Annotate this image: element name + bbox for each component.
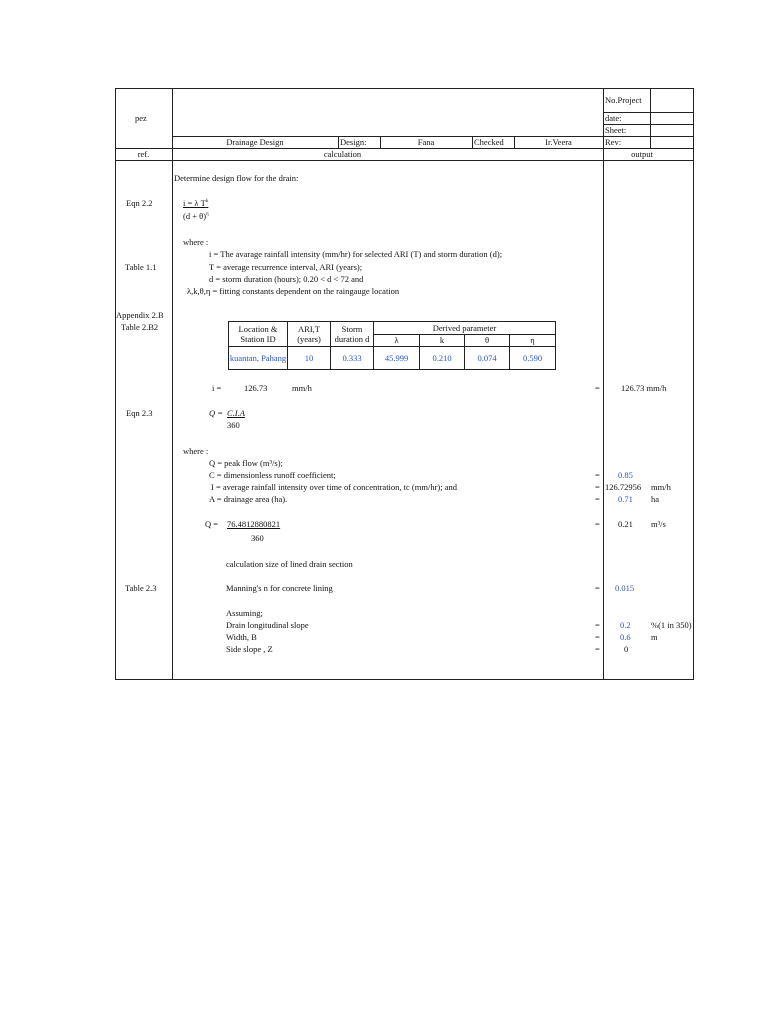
sheet-title: Drainage Design	[226, 137, 284, 147]
output-column-divider	[603, 88, 604, 680]
columns-row-line	[115, 160, 694, 161]
drain-section-title: calculation size of lined drain section	[226, 559, 353, 569]
checked-label: Checked	[474, 137, 504, 147]
side-slope-output-value: 0	[624, 644, 629, 654]
theta-cell: 0.074	[465, 347, 510, 370]
where-t-definition: T = average recurrence interval, ARI (years);	[209, 262, 363, 272]
lambda-cell: 45.999	[374, 347, 420, 370]
assuming-label: Assuming;	[226, 608, 263, 618]
q-output-unit: m³/s	[651, 519, 666, 529]
ref-column-header: ref.	[137, 149, 150, 159]
where-label-2: where :	[183, 446, 209, 456]
header-value-divider	[650, 88, 651, 148]
slope-label: Drain longitudinal slope	[226, 620, 309, 630]
no-project-label: No.Project	[605, 95, 642, 105]
rational-formula-denominator: 360	[227, 420, 240, 430]
design-label: Design:	[340, 137, 367, 147]
designer-name: Fana	[417, 137, 435, 147]
checker-name: Ir.Veera	[545, 137, 572, 147]
location-header: Location & Station ID	[229, 322, 288, 347]
k-cell: 0.210	[420, 347, 465, 370]
c-output-value: 0.85	[618, 470, 633, 480]
rev-label: Rev:	[605, 137, 622, 147]
a-output-value: 0.71	[618, 494, 633, 504]
ref-appendix-2b: Appendix 2.B	[116, 310, 164, 320]
where-constants-definition: λ,k,θ,η = fitting constants dependent on the raingauge location	[187, 286, 400, 296]
manning-output-value: 0.015	[615, 583, 635, 593]
where-q-definition: Q = peak flow (m³/s);	[209, 458, 283, 468]
i-tc-output-value: 126.72956	[605, 482, 642, 492]
calculation-column-header: calculation	[323, 149, 362, 159]
ari-header: ARI,T (years)	[288, 322, 331, 347]
ref-eqn-2-3: Eqn 2.3	[126, 408, 153, 418]
q-calc-lhs: Q =	[205, 519, 219, 529]
i-result-label: i =	[212, 383, 222, 393]
denominator-exponent: η	[206, 212, 209, 217]
i-result-unit: mm/h	[292, 383, 312, 393]
lambda-header: λ	[374, 334, 420, 347]
numerator-exponent: k	[205, 199, 209, 204]
title-divider-1	[338, 136, 339, 148]
sheet-label: Sheet:	[605, 125, 627, 135]
slope-equals: =	[595, 620, 600, 630]
side-slope-label: Side slope , Z	[226, 644, 273, 654]
intro-text: Determine design flow for the drain:	[174, 173, 299, 183]
where-i-tc-definition: I = average rainfall intensity over time of concentration, tc (mm/hr); and	[211, 482, 458, 492]
ref-column-divider	[172, 88, 173, 680]
rainfall-intensity-denominator	[183, 211, 209, 221]
where-c-definition: C = dimensionless runoff coefficient;	[209, 470, 336, 480]
i-tc-output-unit: mm/h	[651, 482, 671, 492]
rational-formula-numerator: C.I.A	[227, 408, 245, 418]
where-label-1: where :	[183, 237, 209, 247]
title-divider-3	[472, 136, 473, 148]
i-result-value: 126.73	[244, 383, 268, 393]
q-calc-denominator: 360	[251, 533, 264, 543]
slope-output-value: 0.2	[620, 620, 631, 630]
slope-output-unit: %(1 in 350)	[651, 620, 692, 630]
width-output-value: 0.6	[620, 632, 631, 642]
storm-duration-header: Storm duration d	[331, 322, 374, 347]
ref-table-1-1: Table 1.1	[125, 262, 157, 272]
ref-table-2b2: Table 2.B2	[121, 322, 159, 332]
eta-header: η	[510, 334, 556, 347]
company-logo-text: pez	[135, 113, 147, 123]
storm-duration-cell: 0.333	[331, 347, 374, 370]
eta-cell: 0.590	[510, 347, 556, 370]
where-i-definition: i = The avarage rainfall intensity (mm/hr) for selected ARI (T) and storm duration (d);	[209, 249, 503, 259]
ari-cell: 10	[288, 347, 331, 370]
a-output-unit: ha	[651, 494, 660, 504]
k-header: k	[420, 334, 465, 347]
q-calc-numerator: 76.4812880821	[227, 519, 281, 529]
i-tc-equals: =	[595, 482, 600, 492]
denominator-text: (d + θ)	[183, 211, 207, 221]
where-a-definition: A = drainage area (ha).	[209, 494, 288, 504]
q-output-value: 0.21	[618, 519, 633, 529]
i-output-value: 126.73 mm/h	[621, 383, 667, 393]
output-column-header: output	[631, 149, 653, 159]
width-equals: =	[595, 632, 600, 642]
where-d-definition: d = storm duration (hours); 0.20 < d < 72 and	[209, 274, 364, 284]
c-equals: =	[595, 470, 600, 480]
manning-label: Manning's n for concrete lining	[226, 583, 333, 593]
i-result-equals: =	[595, 383, 600, 393]
manning-equals: =	[595, 583, 600, 593]
width-output-unit: m	[651, 632, 658, 642]
derived-parameter-header: Derived parameter	[374, 322, 556, 335]
a-equals: =	[595, 494, 600, 504]
station-cell: kuantan, Pahang	[229, 347, 288, 370]
numerator-text: i = λ T	[183, 198, 206, 208]
rainfall-intensity-numerator	[183, 198, 208, 208]
ref-eqn-2-2: Eqn 2.2	[126, 198, 153, 208]
side-slope-equals: =	[595, 644, 600, 654]
q-equals: =	[595, 519, 600, 529]
date-label: date:	[605, 113, 622, 123]
rational-formula-lhs: Q =	[209, 408, 223, 418]
width-label: Width, B	[226, 632, 257, 642]
ref-table-2-3: Table 2.3	[125, 583, 157, 593]
theta-header: θ	[465, 334, 510, 347]
fitting-constants-table	[228, 321, 556, 370]
